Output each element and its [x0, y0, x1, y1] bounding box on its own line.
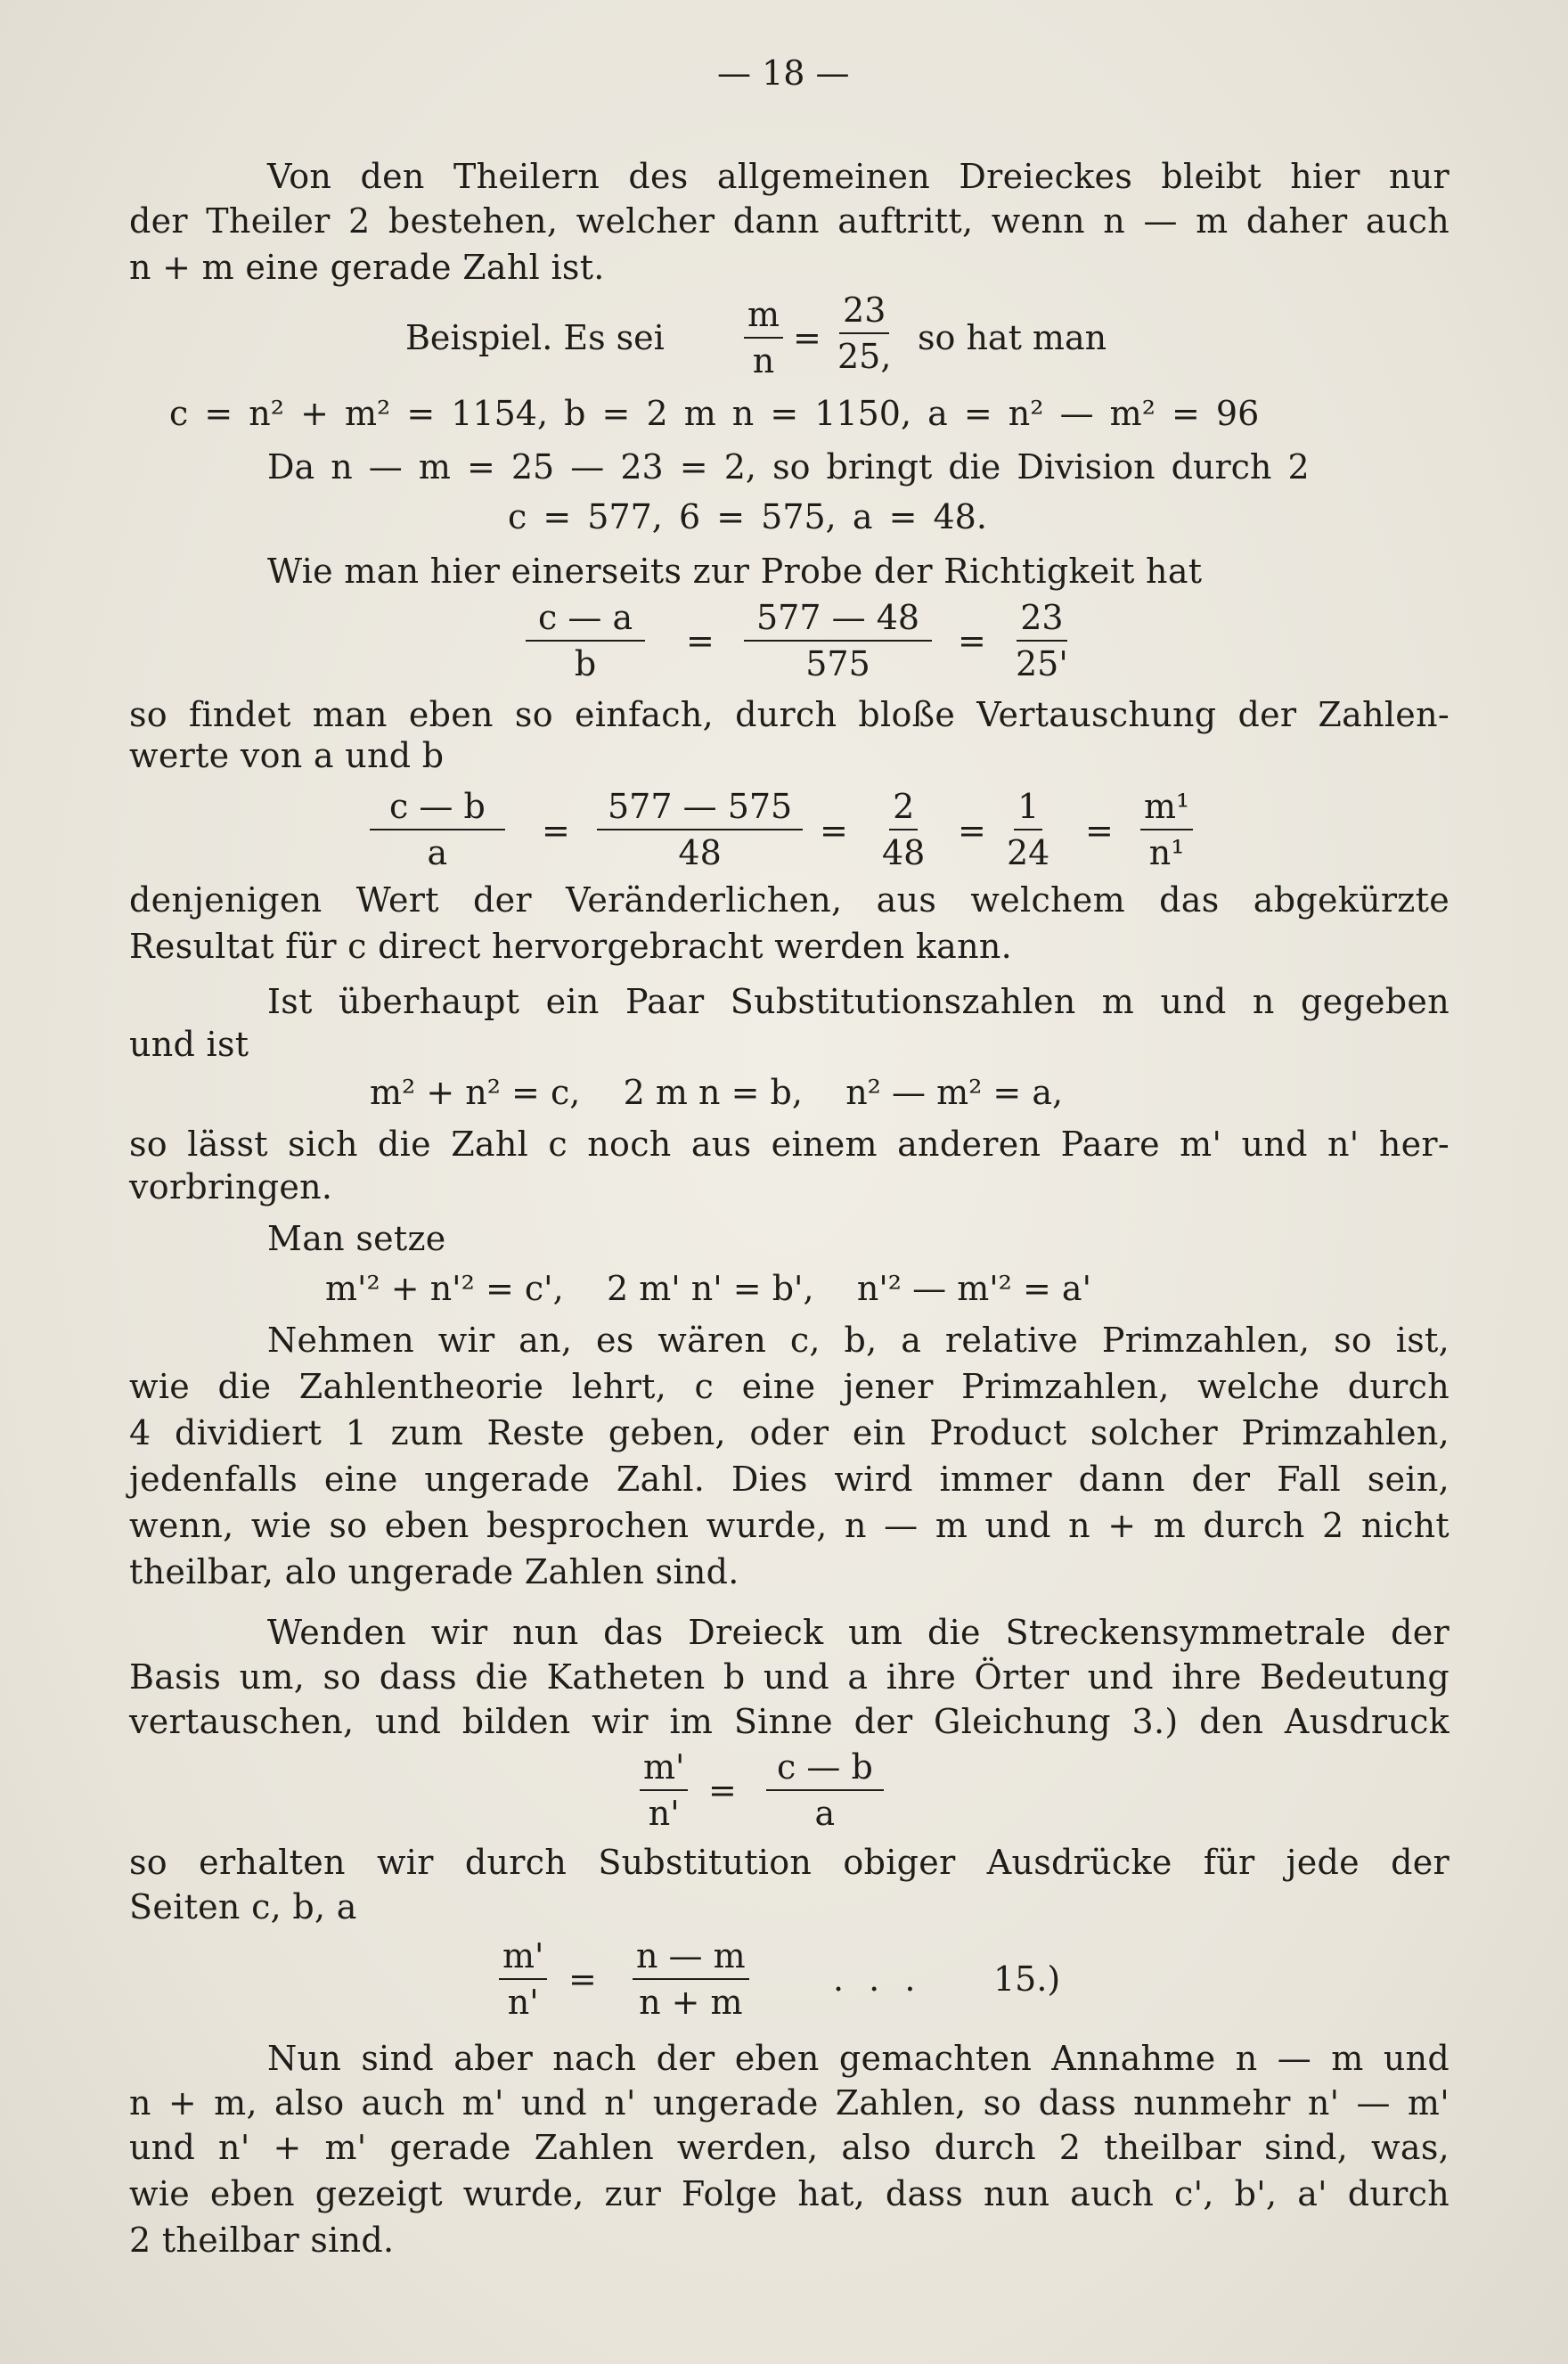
p6-line-2: wie die Zahlentheorie lehrt, c eine jener Primzahlen, welche durch: [129, 1367, 1450, 1406]
denominator: a: [814, 1794, 836, 1833]
numerator: 1: [1014, 786, 1042, 830]
fraction-577-minus-575: [597, 786, 803, 873]
beispiel-tail: so hat man: [918, 318, 1107, 357]
denominator: 48: [678, 833, 722, 872]
fraction-m-over-n: [744, 294, 783, 381]
numerator: m': [640, 1746, 688, 1791]
p6-line-6: theilbar, alo ungerade Zahlen sind.: [129, 1552, 739, 1591]
p3-line-1: denjenigen Wert der Veränderlichen, aus welchem das abgekürzte: [129, 880, 1450, 920]
p6-line-5: wenn, wie so eben besprochen wurde, n — m und n + m durch 2 nicht: [129, 1506, 1450, 1545]
denominator: 48: [882, 833, 926, 872]
equals-sign: =: [542, 811, 570, 850]
p4-line-1: Ist überhaupt ein Paar Substitutionszahlen m und n gegeben: [267, 982, 1450, 1021]
p6-line-3: 4 dividiert 1 zum Reste geben, oder ein Product solcher Primzahlen,: [129, 1413, 1450, 1452]
man-setze: Man setze: [267, 1219, 446, 1258]
fraction-2-over-48: [882, 786, 925, 873]
equation-c-b-a: c = n² + m² = 1154, b = 2 m n = 1150, a = n² — m² = 96: [169, 394, 1260, 433]
p1-line-1: Von den Theilern des allgemeinen Dreieckes bleibt hier nur: [267, 157, 1450, 196]
denominator: n: [752, 341, 775, 380]
equation-dots: . . .: [833, 1959, 923, 1999]
denominator: 25,: [837, 337, 892, 376]
fraction-c-minus-a: [526, 597, 645, 684]
equation-c-577: c = 577, 6 = 575, a = 48.: [508, 497, 987, 536]
fraction-mprime-over-nprime: [640, 1746, 688, 1834]
p7-line-2: Basis um, so dass die Katheten b und a ihre Örter und ihre Bedeutung: [129, 1657, 1450, 1697]
equals-sign: =: [1085, 811, 1114, 850]
numerator: c — b: [766, 1746, 884, 1791]
numerator: c — b: [370, 786, 505, 830]
p9-line-5: 2 theilbar sind.: [129, 2221, 395, 2260]
p2-line-1: so findet man eben so einfach, durch bloße Vertauschung der Zahlen-: [129, 695, 1450, 734]
denominator: n': [507, 1983, 539, 2022]
equals-sign: =: [568, 1959, 597, 1999]
numerator: m¹: [1140, 786, 1193, 830]
p3-line-2: Resultat für c direct hervorgebracht werden kann.: [129, 927, 1013, 966]
denominator: n + m: [639, 1983, 743, 2022]
p5-line-1: so lässt sich die Zahl c noch aus einem anderen Paare m' und n' her-: [129, 1125, 1450, 1164]
p7-line-1: Wenden wir nun das Dreieck um die Streckensymmetrale der: [267, 1613, 1450, 1652]
p9-line-4: wie eben gezeigt wurde, zur Folge hat, dass nun auch c', b', a' durch: [129, 2174, 1450, 2213]
equation-m2-n2: m² + n² = c, 2 m n = b, n² — m² = a,: [370, 1073, 1064, 1112]
equation-da: Da n — m = 25 — 23 = 2, so bringt die Division durch 2: [267, 447, 1310, 487]
equals-sign: =: [708, 1771, 737, 1810]
beispiel-label: Beispiel. Es sei: [405, 318, 665, 357]
numerator: 577 — 575: [597, 786, 803, 830]
p8-line-2: Seiten c, b, a: [129, 1887, 357, 1926]
numerator: 2: [889, 786, 918, 830]
fraction-1-over-24: [1007, 786, 1049, 873]
numerator: c — a: [526, 597, 645, 642]
numerator: 577 — 48: [744, 597, 932, 642]
fraction-mprime-over-nprime-15: [499, 1935, 547, 2023]
denominator: 575: [805, 644, 870, 683]
p9-line-3: und n' + m' gerade Zahlen werden, also durch 2 theilbar sind, was,: [129, 2128, 1450, 2167]
numerator: m: [744, 294, 783, 339]
wie-line: Wie man hier einerseits zur Probe der Richtigkeit hat: [267, 552, 1203, 591]
equals-sign: =: [793, 318, 821, 357]
denominator: n': [648, 1794, 680, 1833]
numerator: n — m: [633, 1935, 749, 1980]
equation-mprime: m'² + n'² = c', 2 m' n' = b', n'² — m'² = a': [325, 1269, 1092, 1308]
fraction-23-over-25: [837, 290, 891, 377]
denominator: a: [427, 833, 448, 872]
fraction-577-minus-48: [744, 597, 932, 684]
fraction-23-over-25-probe: [1016, 597, 1068, 684]
equals-sign: =: [686, 621, 715, 660]
denominator: b: [574, 644, 597, 683]
p1-line-2: der Theiler 2 bestehen, welcher dann auftritt, wenn n — m daher auch: [129, 201, 1450, 241]
denominator: 25': [1016, 644, 1068, 683]
numerator: m': [499, 1935, 547, 1980]
p7-line-3: vertauschen, und bilden wir im Sinne der Gleichung 3.) den Ausdruck: [129, 1702, 1450, 1741]
p6-line-1: Nehmen wir an, es wären c, b, a relative Primzahlen, so ist,: [267, 1321, 1450, 1360]
p9-line-1: Nun sind aber nach der eben gemachten Annahme n — m und: [267, 2039, 1450, 2078]
p4-line-2: und ist: [129, 1025, 249, 1064]
equals-sign: =: [820, 811, 848, 850]
denominator: 24: [1007, 833, 1050, 872]
equation-number-15: 15.): [993, 1959, 1061, 1999]
p1-line-3: n + m eine gerade Zahl ist.: [129, 248, 605, 287]
page-number: — 18 —: [717, 53, 850, 93]
fraction-n-minus-m-over-n-plus-m: [633, 1935, 749, 2023]
fraction-c-minus-b-over-a: [766, 1746, 884, 1834]
equals-sign: =: [958, 621, 986, 660]
fraction-c-minus-b: [370, 786, 505, 873]
numerator: 23: [839, 290, 889, 334]
p6-line-4: jedenfalls eine ungerade Zahl. Dies wird immer dann der Fall sein,: [129, 1460, 1450, 1499]
p9-line-2: n + m, also auch m' und n' ungerade Zahlen, so dass nunmehr n' — m': [129, 2083, 1450, 2123]
numerator: 23: [1017, 597, 1066, 642]
equals-sign: =: [958, 811, 986, 850]
p8-line-1: so erhalten wir durch Substitution obiger Ausdrücke für jede der: [129, 1843, 1450, 1882]
p5-line-2: vorbringen.: [129, 1167, 333, 1207]
fraction-m1-over-n1: [1140, 786, 1193, 873]
p2-line-2: werte von a und b: [129, 736, 445, 775]
denominator: n¹: [1148, 833, 1185, 872]
